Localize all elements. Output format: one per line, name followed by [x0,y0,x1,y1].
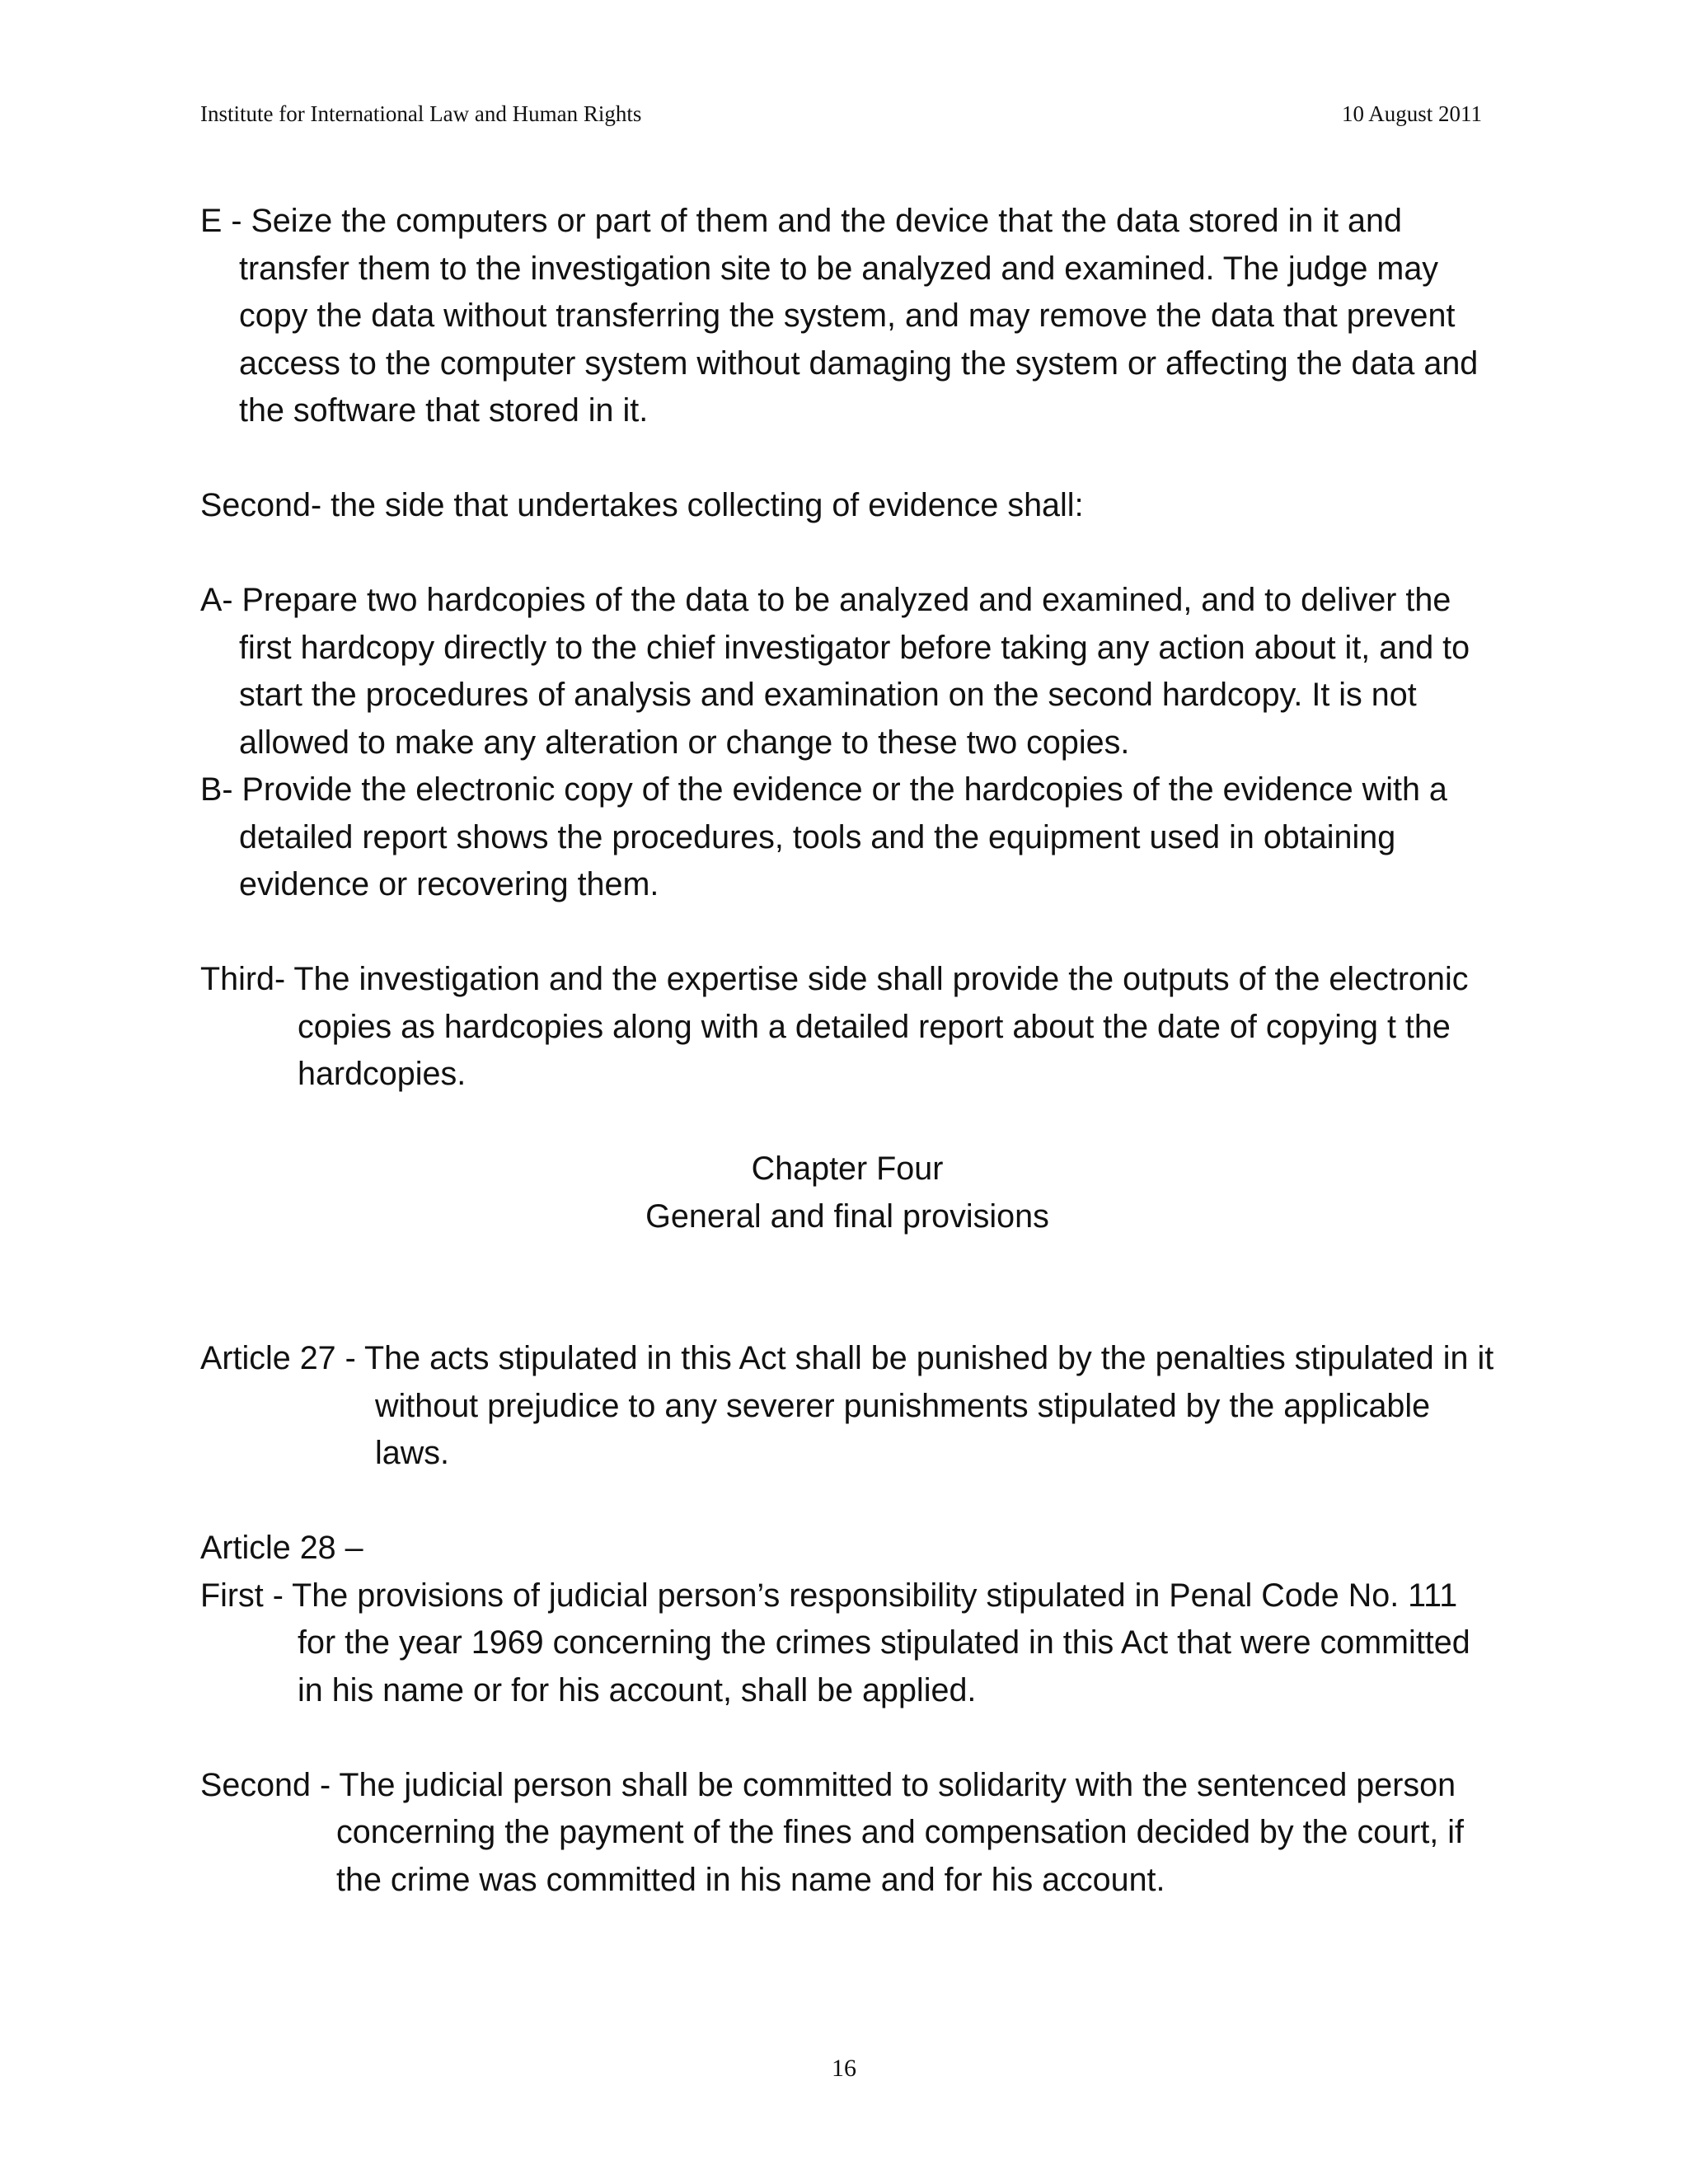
header-date: 10 August 2011 [1341,101,1482,126]
article-28-first: First - The provisions of judicial person’s responsibility stipulated in Penal Code No. 111 for the year 1969 concerning the crimes stipulated in this Act that were committed in his name or for his account, shall be applied. [200,1577,1470,1708]
second-intro: Second- the side that undertakes collecting of evidence shall: [200,487,1084,523]
article-28-second: Second - The judicial person shall be committed to solidarity with the sentenced person concerning the payment of the fines and compensation decided by the court, if the crime was committed in his name and for his account. [200,1766,1464,1898]
paragraph-spacer [200,1099,1494,1146]
chapter-title: Chapter Four [751,1151,944,1187]
document-body [200,198,1494,1904]
section-spacer [200,1240,1494,1335]
paragraph-spacer [200,1714,1494,1762]
article-27: Article 27 - The acts stipulated in this Act shall be punished by the penalties stipulated in it without prejudice to any severer punishments stipulated by the applicable laws. [200,1340,1494,1471]
paragraph-spacer [200,435,1494,483]
clause-e: E - Seize the computers or part of them and the device that the data stored in it and transfer them to the investigation site to be analyzed and examined. The judge may copy the data without transferring the system, and may remove the data that prevent access to the computer system without damaging the system or affecting the data and the software that stored in it. [200,203,1479,429]
clause-b: B- Provide the electronic copy of the evidence or the hardcopies of the evidence with a detailed report shows the procedures, tools and the equipment used in obtaining evidence or recovering them. [200,771,1447,902]
article-28-heading: Article 28 – [200,1530,363,1566]
paragraph-spacer [200,909,1494,957]
paragraph-spacer [200,1478,1494,1526]
clause-third: Third- The investigation and the expertise side shall provide the outputs of the electronic copies as hardcopies along with a detailed report about the date of copying t the hardcopies. [200,961,1469,1092]
page-number: 16 [832,2055,856,2082]
header-institute: Institute for International Law and Human Rights [200,101,642,126]
chapter-subtitle: General and final provisions [645,1197,1049,1235]
clause-a: A- Prepare two hardcopies of the data to be analyzed and examined, and to deliver the first hardcopy directly to the chief investigator before taking any action about it, and to start the procedures of analysis and examination on the second hardcopy. It is not allowed to make any alteration or change to these two copies. [200,582,1470,761]
paragraph-spacer [200,530,1494,578]
running-header [200,97,1482,130]
